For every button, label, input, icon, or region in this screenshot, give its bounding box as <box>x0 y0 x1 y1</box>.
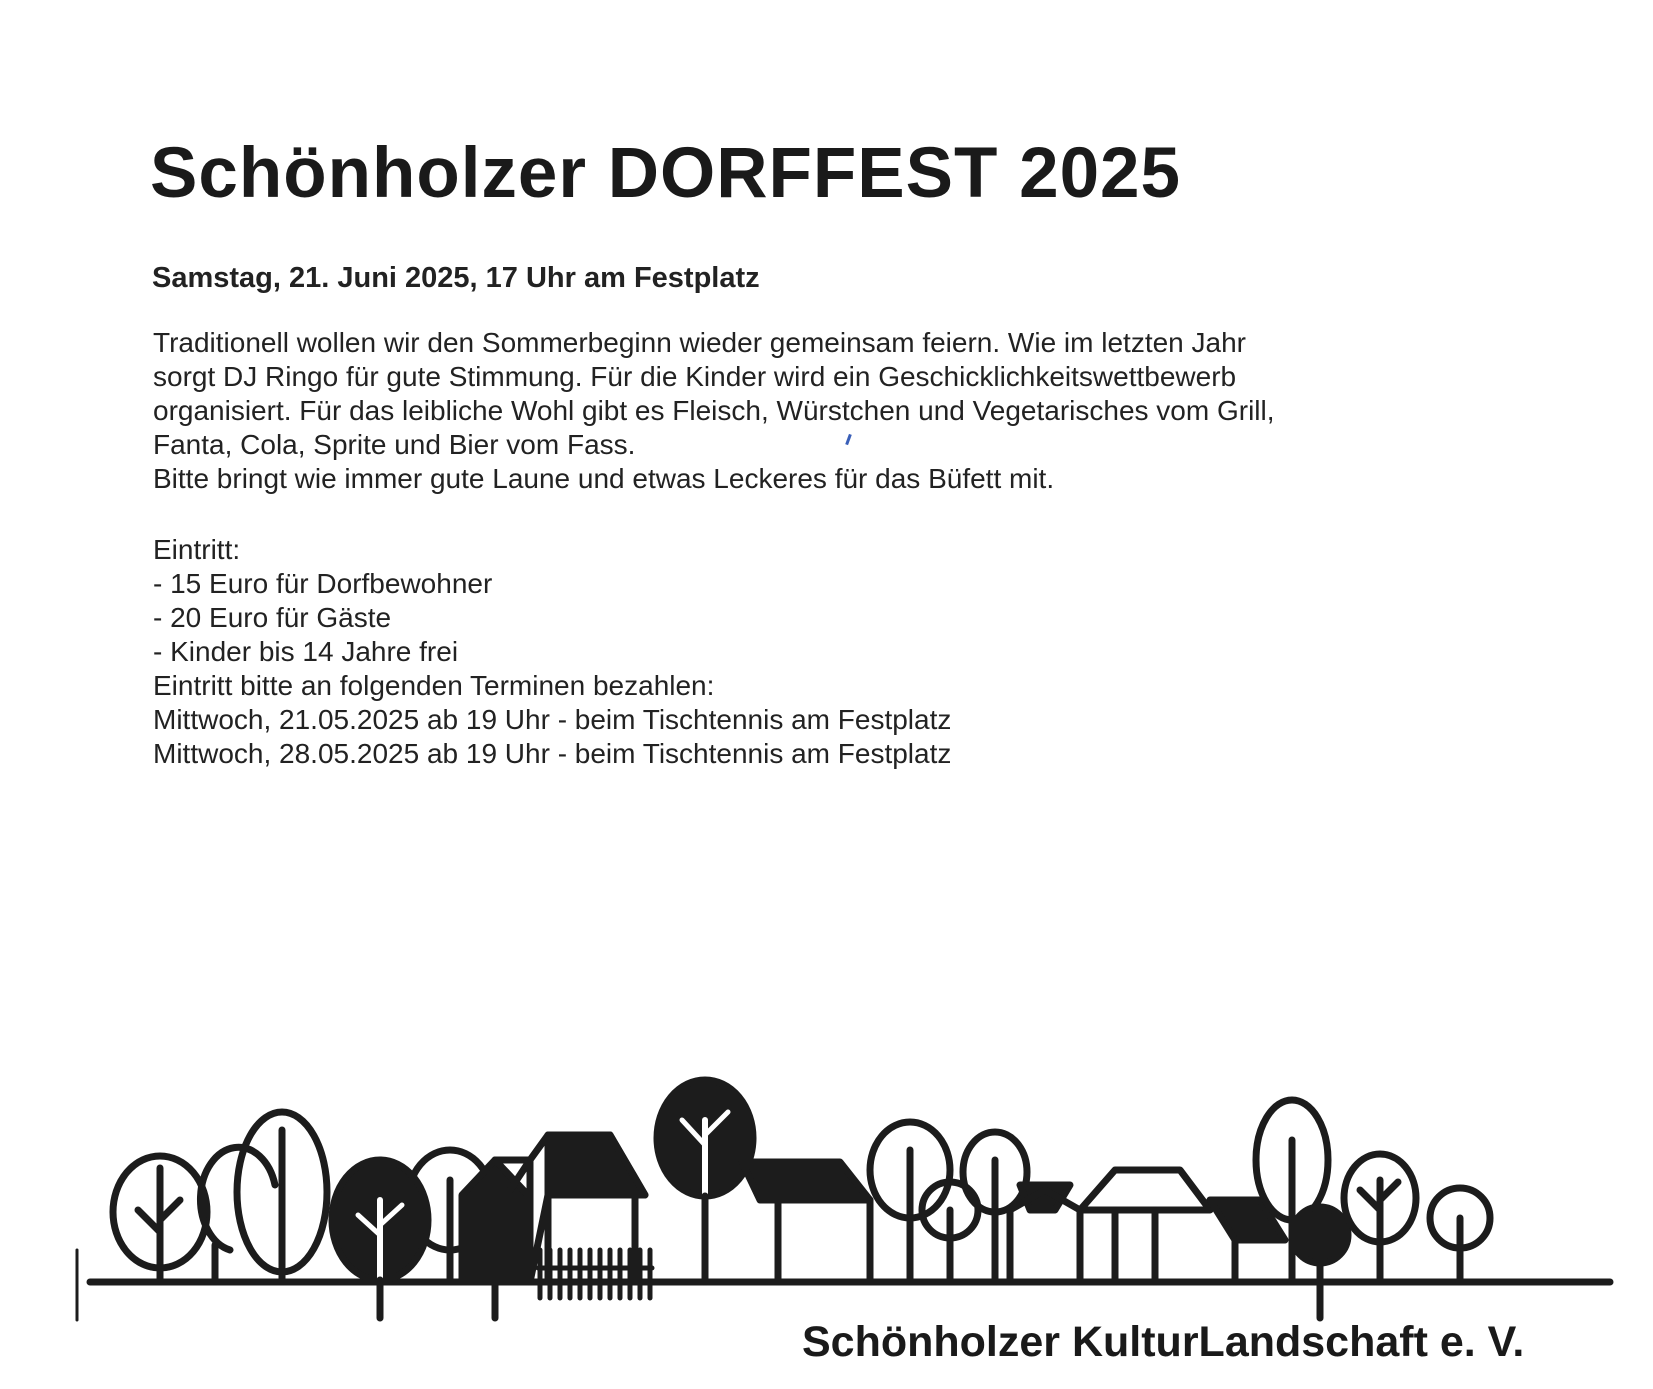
tree-outline <box>870 1122 950 1282</box>
entry-info <box>153 533 951 771</box>
price-item: - 15 Euro für Dorfbewohner <box>153 568 493 599</box>
paragraph-line: Bitte bringt wie immer gute Laune und etwas Leckeres für das Büfett mit. <box>153 463 1055 494</box>
house-filled <box>462 1160 530 1318</box>
entry-heading: Eintritt: <box>153 534 241 565</box>
page-title: Schönholzer DORFFEST 2025 <box>150 134 1182 213</box>
payment-heading: Eintritt bitte an folgenden Terminen bezahlen: <box>153 670 715 701</box>
paragraph-line: sorgt DJ Ringo für gute Stimmung. Für die Kinder wird ein Geschicklichkeitswettbewerb <box>153 361 1237 392</box>
paragraph-line: Traditionell wollen wir den Sommerbeginn wieder gemeinsam feiern. Wie im letzten Jahr <box>153 327 1246 358</box>
tree-filled <box>1292 1207 1348 1318</box>
tree-outline <box>237 1112 327 1282</box>
organization-name: Schönholzer KulturLandschaft e. V. <box>802 1318 1525 1366</box>
price-item: - Kinder bis 14 Jahre frei <box>153 636 459 667</box>
house-outline <box>1080 1170 1210 1282</box>
village-skyline-illustration <box>70 1050 1630 1330</box>
tree-outline <box>1344 1154 1416 1282</box>
payment-date: Mittwoch, 28.05.2025 ab 19 Uhr - beim Tischtennis am Festplatz <box>153 738 952 769</box>
event-date-subtitle: Samstag, 21. Juni 2025, 17 Uhr am Festplatz <box>152 262 760 294</box>
payment-date: Mittwoch, 21.05.2025 ab 19 Uhr - beim Tischtennis am Festplatz <box>153 704 952 735</box>
tree-outline <box>113 1156 207 1282</box>
description-paragraph <box>153 326 1275 496</box>
paragraph-line: Fanta, Cola, Sprite und Bier vom Fass. <box>153 429 636 460</box>
tree-filled <box>657 1080 753 1282</box>
tree-outline <box>1430 1188 1490 1282</box>
price-item: - 20 Euro für Gäste <box>153 602 392 633</box>
house-outline <box>742 1162 870 1282</box>
paragraph-line: organisiert. Für das leibliche Wohl gibt es Fleisch, Würstchen und Vegetarisches vom Grill, <box>153 395 1275 426</box>
